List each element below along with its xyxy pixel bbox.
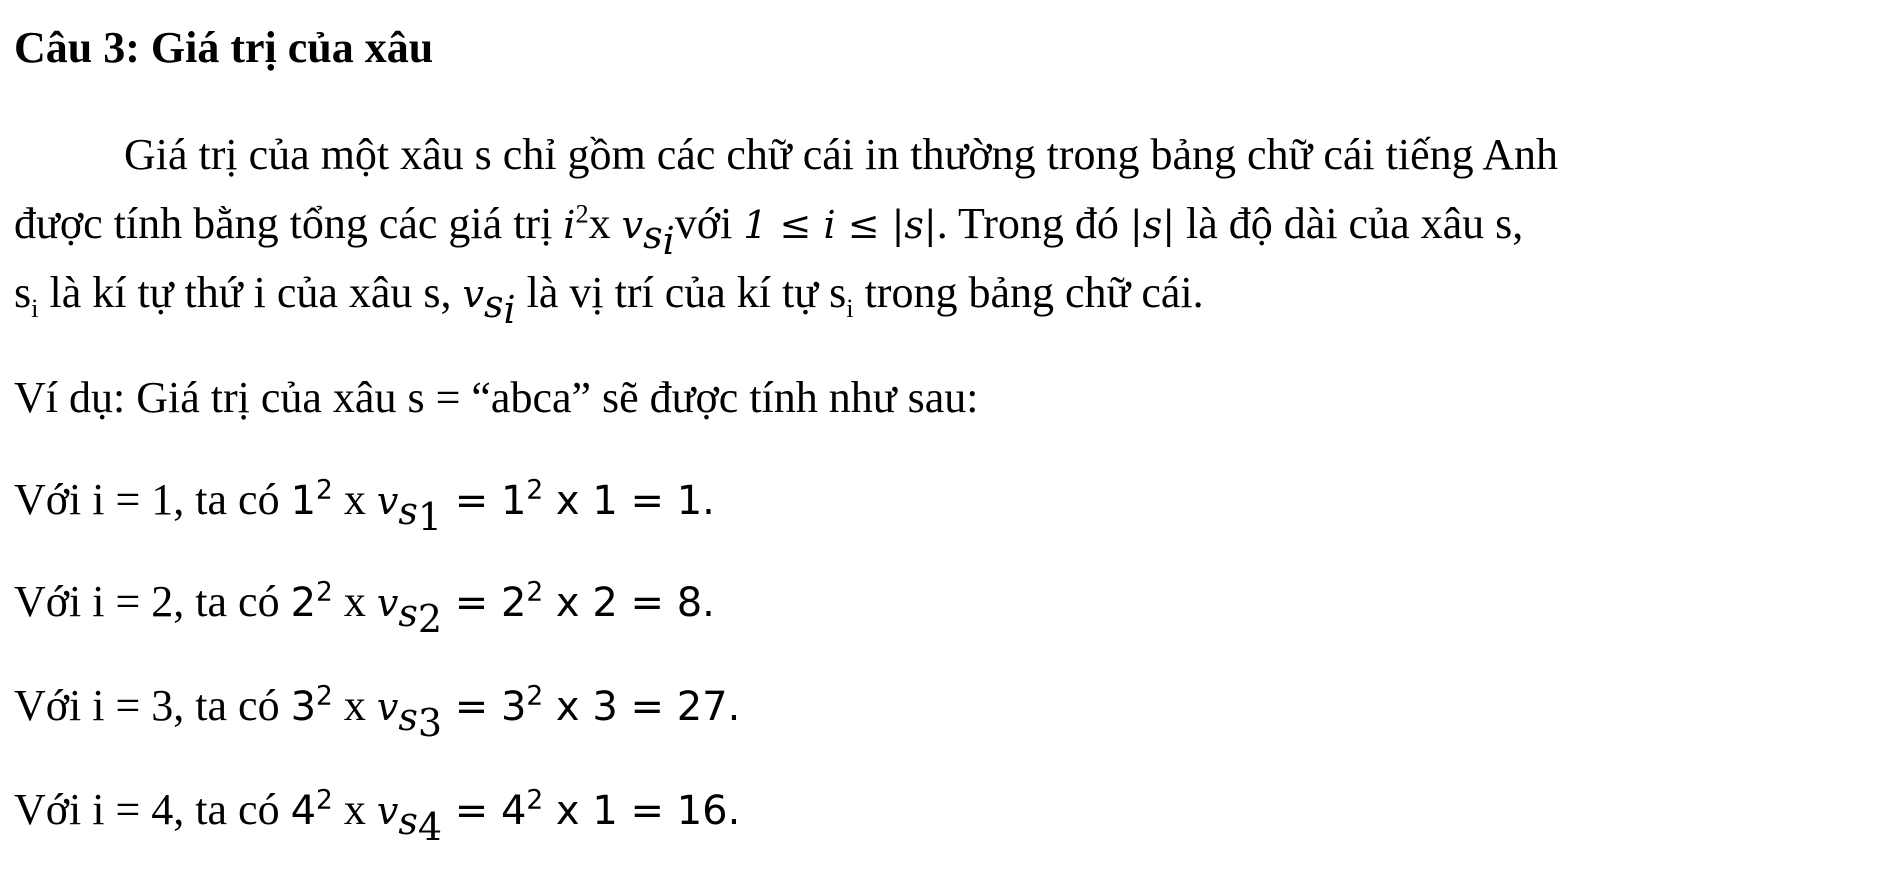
row-times: x bbox=[332, 681, 377, 730]
example-row-1 bbox=[14, 474, 715, 540]
example-row-3 bbox=[14, 680, 741, 746]
row-square-2: 2 bbox=[526, 474, 544, 506]
text-fragment: là kí tự thứ i của xâu s, bbox=[38, 268, 463, 317]
example-intro: Ví dụ: Giá trị của xâu s = “abca” sẽ được tính như sau: bbox=[14, 373, 979, 422]
row-result: x 1 = 1. bbox=[543, 478, 715, 524]
row-base: 1 bbox=[290, 478, 317, 524]
row-v-sub-s: s bbox=[398, 798, 418, 843]
formula-v-sub-i: i bbox=[503, 288, 516, 333]
example-row-2 bbox=[14, 576, 715, 642]
row-result: x 2 = 8. bbox=[543, 580, 715, 626]
row-base: 4 bbox=[290, 788, 317, 834]
text-fragment: được tính bằng tổng các giá trị bbox=[14, 199, 564, 248]
formula-abs-s: |s| bbox=[1129, 203, 1176, 247]
text-fragment: là độ dài của xâu s, bbox=[1175, 199, 1524, 248]
subscript-i: i bbox=[846, 292, 854, 323]
row-v-sub-index: 4 bbox=[417, 805, 443, 850]
row-times: x bbox=[332, 577, 377, 626]
example-row-4 bbox=[14, 784, 741, 850]
row-base: 3 bbox=[290, 684, 317, 730]
row-prefix: Với i = 4, ta có bbox=[14, 785, 291, 834]
text-fragment: là vị trí của kí tự s bbox=[515, 268, 847, 317]
formula-range: 1 ≤ i ≤ |s| bbox=[743, 203, 937, 247]
row-v-sub-s: s bbox=[398, 488, 418, 533]
formula-v-sub-s: s bbox=[643, 212, 663, 257]
row-square: 2 bbox=[316, 784, 333, 816]
times-sign: x bbox=[588, 199, 622, 248]
row-v-sub-index: 2 bbox=[417, 597, 443, 642]
row-v-sub-s: s bbox=[398, 694, 418, 739]
row-times: x bbox=[332, 475, 377, 524]
row-eq: = 3 bbox=[442, 684, 527, 730]
row-v: v bbox=[376, 789, 399, 833]
problem-heading: Câu 3: Giá trị của xâu bbox=[14, 23, 434, 72]
text-fragment: trong bảng chữ cái. bbox=[853, 268, 1204, 317]
row-prefix: Với i = 2, ta có bbox=[14, 577, 291, 626]
formula-square: 2 bbox=[575, 198, 589, 229]
formula-v-sub-s: s bbox=[484, 281, 504, 326]
row-square: 2 bbox=[316, 680, 333, 712]
formula-v: v bbox=[462, 272, 484, 316]
row-result: x 3 = 27. bbox=[543, 684, 741, 730]
row-v: v bbox=[376, 685, 399, 729]
text-fragment: . Trong đó bbox=[936, 199, 1130, 248]
row-square: 2 bbox=[316, 474, 333, 506]
row-square-2: 2 bbox=[526, 784, 544, 816]
row-times: x bbox=[332, 785, 377, 834]
row-eq: = 2 bbox=[442, 580, 527, 626]
description-line-2 bbox=[14, 189, 1894, 264]
problem-description bbox=[14, 120, 1894, 333]
row-v-sub-index: 3 bbox=[417, 701, 443, 746]
row-prefix: Với i = 1, ta có bbox=[14, 475, 291, 524]
row-v-sub-index: 1 bbox=[417, 495, 443, 540]
row-square-2: 2 bbox=[526, 680, 544, 712]
subscript-i: i bbox=[31, 292, 39, 323]
formula-v: v bbox=[621, 203, 644, 247]
row-v: v bbox=[376, 479, 399, 523]
description-line-1: Giá trị của một xâu s chỉ gồm các chữ cái in thường trong bảng chữ cái tiếng Anh bbox=[124, 130, 1558, 179]
row-eq: = 1 bbox=[442, 478, 527, 524]
row-eq: = 4 bbox=[442, 788, 527, 834]
row-v-sub-s: s bbox=[398, 590, 418, 635]
formula-v-sub-i: i bbox=[662, 219, 675, 264]
row-square-2: 2 bbox=[526, 576, 544, 608]
text-fragment: với bbox=[674, 199, 744, 248]
row-square: 2 bbox=[316, 576, 333, 608]
row-base: 2 bbox=[290, 580, 317, 626]
row-prefix: Với i = 3, ta có bbox=[14, 681, 291, 730]
row-result: x 1 = 16. bbox=[543, 788, 741, 834]
text-fragment: s bbox=[14, 268, 32, 317]
description-line-3 bbox=[14, 258, 1894, 333]
row-v: v bbox=[376, 581, 399, 625]
formula-i: i bbox=[563, 203, 576, 247]
